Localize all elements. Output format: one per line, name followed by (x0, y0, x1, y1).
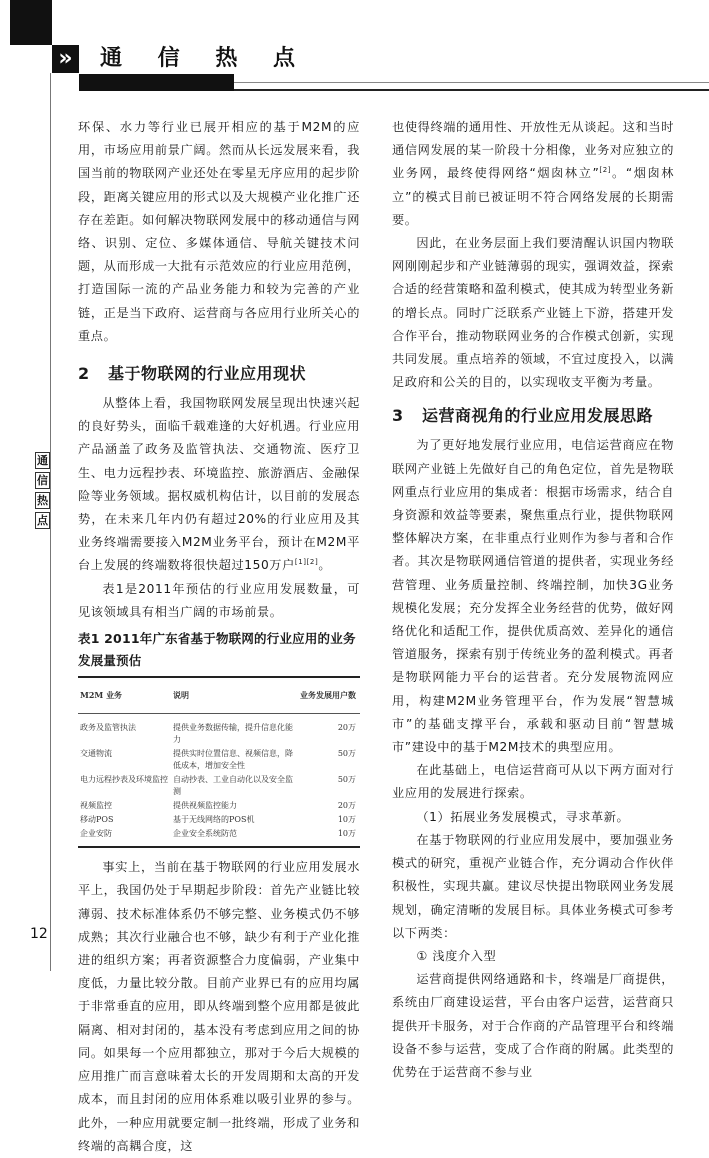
paragraph (78, 392, 360, 578)
table-cell: 20万 (337, 801, 356, 811)
paragraph: 表1是2011年预估的行业应用发展数量，可见该领域具有相当广阔的市场前景。 (78, 581, 360, 619)
table-row (78, 747, 360, 773)
section-title: 基于物联网的行业应用现状 (108, 364, 307, 384)
paragraph: 因此，在业务层面上我们要清醒认识国内物联网刚刚起步和产业链薄弱的现实，强调效益，探索合适的经营策略和盈利模式，使其成为转型业务新的增长点。同时广泛联系产业链上下游，搭建开发合作平台，推动物联网业务的合作模式创新，实现共同发展。重点培养的领域，不宜过度投入，以满足政府和公关的目的，以实现收支平衡为考量。 (392, 236, 674, 390)
paragraph: 在此基础上，电信运营商可从以下两方面对行业应用的发展进行探索。 (392, 763, 674, 801)
table-row (78, 827, 360, 847)
table-caption: 表1 2011年广东省基于物联网的行业应用的业务发展量预估 (78, 631, 356, 669)
section-number: 3 (392, 406, 404, 426)
right-column (392, 116, 674, 1084)
column-header: 说明 (173, 690, 190, 701)
side-tab-char: 通 (37, 454, 48, 467)
citation[interactable]: [1][2] (294, 558, 319, 567)
paragraph: 运营商提供网络通路和卡，终端是厂商提供，系统由厂商建设运营，平台由客户运营，运营商只提供开卡服务，对于合作商的产品管理平台和终端设备不参与运营，变成了合作商的附属。此类型的优势在于运营商不参与业 (392, 972, 674, 1079)
header-corner-block (10, 0, 52, 45)
left-column (78, 116, 360, 1158)
column-header: M2M 业务 (80, 690, 123, 701)
side-tab-char: 信 (37, 474, 48, 487)
section-heading-2 (78, 362, 360, 386)
table-cell: 电力远程抄表及环境监控 (80, 775, 168, 785)
section-heading-3 (392, 404, 674, 428)
table-cell: 10万 (337, 815, 356, 825)
table-cell: 20万 (337, 723, 356, 733)
forecast-table (78, 676, 360, 848)
table-cell: 企业安全系统防范 (173, 829, 238, 839)
margin-rule (50, 73, 51, 971)
table-cell: 提供业务数据传输，提升信息化能力 (173, 723, 294, 745)
table-cell: 视频监控 (80, 801, 112, 811)
section-header-title: 通 信 热 点 (100, 46, 309, 71)
citation[interactable]: [2] (599, 166, 612, 175)
side-tab-char: 热 (37, 494, 48, 507)
table-row (78, 799, 360, 813)
table-cell: 50万 (337, 749, 356, 759)
table-cell: 基于无线网络的POS机 (173, 815, 255, 825)
list-subheading: ① 浅度介入型 (416, 948, 497, 963)
table-cell: 企业安防 (80, 829, 112, 839)
table-row (78, 813, 360, 827)
side-tab-char: 点 (37, 514, 48, 527)
paragraph-text: 。 (318, 558, 332, 573)
table-cell: 交通物流 (80, 749, 112, 759)
paragraph: 事实上，当前在基于物联网的行业应用发展水平上，我国仍处于早期起步阶段：首先产业链比较薄弱、技术标准体系仍不够完整、业务模式仍不够成熟；其次行业融合也不够，缺少有利于产业化推进的组织方案；再者资源整合力度偏弱，产业集中度低，力量比较分散。目前产业界已有的应用均属于非常垂直的应用，即从终端到整个应用都是彼此隔离、相对封闭的，基本没有考虑到应用之间的协同。如果每一个应用都独立，那对于今后大规模的应用推广而言意味着太长的开发周期和太高的开发成本，而且封闭的应用体系难以吸引业界的参与。此外，一种应用就要定制一批终端，形成了业务和终端的高耦合度，这 (78, 860, 360, 1153)
column-header: 业务发展用户数 (300, 690, 356, 701)
header-rule-thin (234, 82, 709, 83)
table-cell: 提供实时位置信息、视频信息，降低成本，增加安全性 (173, 749, 294, 771)
page-number: 12 (30, 926, 48, 942)
table-cell: 政务及监管执法 (80, 723, 136, 733)
header-rule-thick (234, 89, 709, 91)
chevron-right-icon: » (52, 45, 79, 73)
table-cell: 50万 (337, 775, 356, 785)
table-row (78, 773, 360, 799)
paragraph-text: 从整体上看，我国物联网发展呈现出快速兴起的良好势头，面临千载难逢的大好机遇。行业应用产品涵盖了政务及监管执法、交通物流、医疗卫生、电力远程抄表、环境监控、旅游酒店、金融保险等业务领域。据权威机构估计，以目前的发展态势，在未来几年内仍有超过20%的行业应用及其业务终端需要接入M2M业务平台，预计在M2M平台上发展的终端数将很快超过150万户 (78, 396, 360, 573)
paragraph: 环保、水力等行业已展开相应的基于M2M的应用，市场应用前景广阔。然而从长远发展来看，我国当前的物联网产业还处在零星无序应用的起步阶段，距离关键应用的形式以及大规模产业化推广还存在差距。如何解决物联网发展中的移动通信与网络、识别、定位、多媒体通信、导航关键技术问题，从而形成一大批有示范效应的行业应用范例，打造国际一流的产品业务能力和较为完善的产业链，正是当下政府、运营商与各应用行业所关心的重点。 (78, 120, 360, 343)
section-title: 运营商视角的行业应用发展思路 (422, 406, 654, 426)
paragraph-text: 也使得终端的通用性、开放性无从谈起。这和当时通信网发展的某一阶段十分相像，业务对应独立的业务网，最终使得网络“烟囱林立” (392, 120, 674, 181)
table-cell: 10万 (337, 829, 356, 839)
table-header-row (78, 677, 360, 714)
list-heading: （1）拓展业务发展模式，寻求革新。 (416, 809, 630, 824)
table-cell: 自动抄表、工业自动化以及安全监测 (173, 775, 294, 797)
table-cell: 移动POS (80, 815, 114, 825)
paragraph: 在基于物联网的行业应用发展中，要加强业务模式的研究，重视产业链合作，充分调动合作伙伴积极性，实现共赢。建议尽快提出物联网业务发展规划，确定清晰的发展目标。具体业务模式可参考以下两类： (392, 832, 674, 940)
paragraph: 为了更好地发展行业应用，电信运营商应在物联网产业链上先做好自己的角色定位，首先是物联网重点行业应用的集成者：根据市场需求，结合自身资源和效益等要素，聚焦重点行业，提供物联网整体解决方案，在非重点行业则作为参与者和合作者。其次是物联网通信管道的提供者，实现业务经营管理、业务质量控制、终端控制，加快3G业务规模化发展；充分发挥全业务经营的优势，做好网络优化和适配工作，提供优质高效、差异化的通信管道服务，探索有别于传统业务的盈利模式。再者是物联网能力平台的运营者。充分发展物流网应用，构建M2M业务管理平台，作为发展“智慧城市”的基础支撑平台，承载和驱动目前“智慧城市”建设中的基于M2M技术的典型应用。 (392, 438, 674, 755)
section-number: 2 (78, 364, 90, 384)
header-bar (79, 74, 234, 91)
paragraph (392, 116, 674, 232)
paragraph-text: 。“烟囱林立”的模式目前已被证明不符合网络发展的长期需要。 (392, 166, 674, 227)
side-tab (35, 452, 49, 532)
table-cell: 提供视频监控能力 (173, 801, 238, 811)
table-row (78, 714, 360, 748)
